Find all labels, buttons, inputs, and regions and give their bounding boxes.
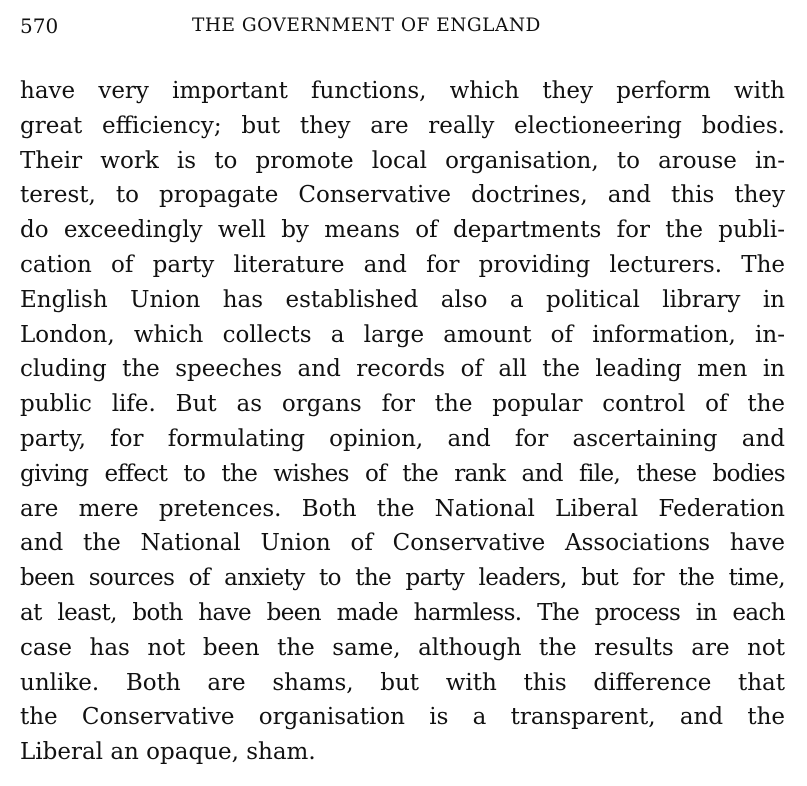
text-line: giving effect to the wishes of the rank and file, these bodies — [20, 460, 785, 487]
text-line: case has not been the same, although the results are not — [20, 634, 785, 661]
text-line: public life. But as organs for the popular control of the — [20, 391, 785, 418]
running-title: THE GOVERNMENT OF ENGLAND — [192, 15, 541, 36]
text-line: unlike. Both are shams, but with this difference that — [20, 669, 785, 696]
text-line: have very important functions, which they perform with — [20, 78, 785, 104]
text-line: do exceedingly well by means of departments for the publi- — [20, 217, 785, 244]
text-line: the Conservative organisation is a transparent, and the — [20, 704, 785, 731]
text-line: great efficiency; but they are really electioneering bodies. — [20, 112, 785, 139]
body-paragraph — [20, 74, 785, 770]
text-line: Liberal an opaque, sham. — [20, 739, 316, 766]
text-line: party, for formulating opinion, and for ascertaining and — [20, 425, 785, 452]
text-line: terest, to propagate Conservative doctrines, and this they — [20, 182, 785, 209]
text-line: been sources of anxiety to the party leaders, but for the time, — [20, 565, 785, 592]
running-head — [20, 10, 785, 42]
text-line: Their work is to promote local organisation, to arouse in- — [20, 147, 785, 174]
text-line: and the National Union of Conservative Associations have — [20, 530, 785, 557]
text-line: are mere pretences. Both the National Liberal Federation — [20, 495, 785, 522]
text-line: English Union has established also a political library in — [20, 286, 785, 313]
text-line: cation of party literature and for providing lecturers. The — [20, 251, 785, 278]
page-number: 570 — [20, 14, 59, 38]
text-line: at least, both have been made harmless. The process in each — [20, 599, 785, 626]
text-line: London, which collects a large amount of information, in- — [20, 321, 785, 348]
text-line: cluding the speeches and records of all the leading men in — [20, 356, 785, 383]
